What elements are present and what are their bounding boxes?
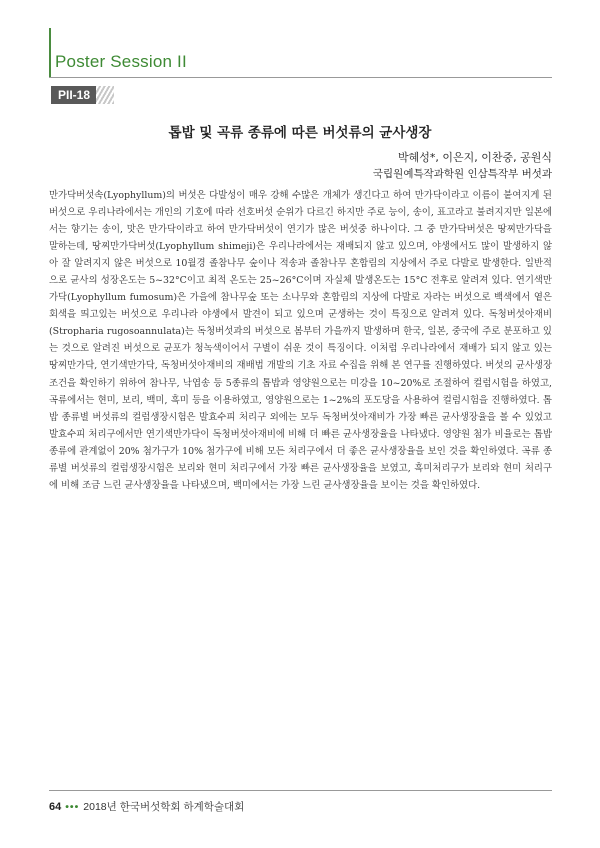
badge-stripes-decoration: [96, 86, 114, 104]
footer-dots: •••: [65, 801, 80, 813]
footer-divider: [49, 790, 552, 791]
abstract-paragraph: 만가닥버섯속(Lyophyllum)의 버섯은 다발성이 매우 강해 수많은 개체가 생긴다고 하여 만가닥이라고 이름이 붙여지게 된 버섯으로 우리나라에서는 개인의 기호에 따라 선호버섯 순위가 다르긴 하지만 주로 능이, 송이, 표고라고 불려지지만 일본에서는 향기는 송이, 맛은 만가닥이라고 하여 만가닥버섯이 연기가 많은 버섯중 하나이다. 그 중 만가닥버섯은 땅찌만가닥을 말하는데, 땅찌만가닥버섯(Lyophyllum shimeji)은 우리나라에서는 재배되지 않고 있으며, 야생에서도 많이 발생하지 않아 잘 알려지지 않은 버섯으로 10월경 졸참나무 숲이나 적송과 졸참나무 혼합림의 지상에서 주로 다발로 발생한다. 일반적으로 균사의 성장온도는 5~32°C이고 최적 온도는 25~26°C이며 자실체 발생온도는 15°C 전후로 알려져 있다. 연기색만가닥(Lyophyllum fumosum)은 가을에 참나무숲 또는 소나무와 혼합림의 지상에 다발로 자라는 버섯으로 백색에서 옅은 회색을 띄고있는 버섯으로 우리나라 야생에서 발견이 되고 있으며 군생하는 것이 특징으로 알려져 있다. 독청버섯아재비(Stropharia rugosoannulata)는 독청버섯과의 버섯으로 봄부터 가을까지 발생하며 한국, 일본, 중국에 주로 분포하고 있는 것으로 알려진 버섯으로 균포가 청녹색이어서 구별이 쉬운 것이 특징이다. 이처럼 우리나라에서 재배가 되지 않고 있는 땅찌만가닥, 연기색만가닥, 독청버섯아재비의 재배법 개발의 기초 자료 수집을 위해 본 연구를 진행하였다. 버섯의 균사생장조건을 확인하기 위하여 참나무, 낙엽송 등 5종류의 톱밥과 영양원으로는 미강을 10~20%로 조절하여 컬럼시험을 하였고, 곡류에서는 현미, 보리, 백미, 흑미 등을 이용하였고, 영양원으로는 1~2%의 포도당을 사용하여 컬럼시험을 진행하였다. 톱밥 종류별 버섯류의 컬럼생장시험은 발효수피 처리구 외에는 모두 독청버섯아재비가 가장 빠른 균사생장율을 볼 수 있었고 발효수피 처리구에서만 연기색만가닥이 독청버섯아재비에 비해 더 빠른 균사생장율을 나타냈다. 영양원 첨가 비율로는 톱밥종류에 관계없이 20% 첨가구가 10% 첨가구에 비해 모든 처리구에서 더 좋은 균사생장율을 보인 것을 확인하였다. 곡류 종류별 버섯류의 컬럼생장시험은 보리와 현미 처리구에서 가장 빠른 균사생장율을 보였고, 흑미처리구가 보리와 현미 처리구에 비해 조금 느린 균사생장율을 나타냈으며, 백미에서는 가장 느린 균사생장율을 보이는 것을 확인하였다.: [49, 190, 552, 491]
article-title: 톱밥 및 곡류 종류에 따른 버섯류의 균사생장: [168, 125, 432, 141]
poster-id-badge: PII-18: [51, 86, 97, 104]
session-title: Poster Session II: [55, 52, 187, 71]
page-footer: [49, 799, 244, 814]
header-accent-bar: [49, 28, 51, 78]
header-divider: [49, 77, 552, 78]
abstract-body: [49, 187, 552, 494]
conference-name: 2018년 한국버섯학회 하계학술대회: [83, 801, 245, 813]
article-affiliation: 국립원예특작과학원 인삼특작부 버섯과: [372, 168, 552, 180]
page-number: 64: [49, 801, 62, 813]
article-authors: 박혜성*, 이은지, 이찬중, 공원식: [398, 151, 552, 164]
